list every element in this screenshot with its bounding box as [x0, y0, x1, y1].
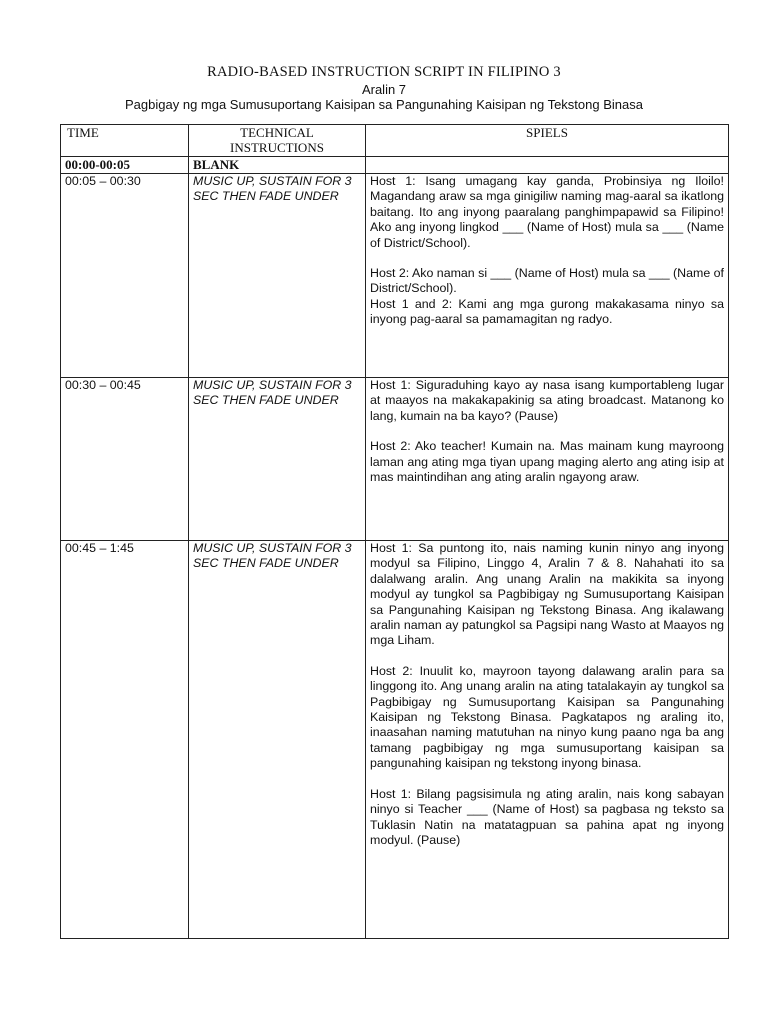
table-row: [61, 378, 729, 541]
table-header-row: [61, 125, 729, 157]
spiel-paragraph: Host 1: Isang umagang kay ganda, Probinsiya ng Iloilo! Magandang araw sa mga ginigiliw naming mag-aaral sa ikatlong baitang. Ito ang inyong paaralang panghimpapawid sa Filipino! Ako ang inyong lingkod ___ (Name of Host) mula sa ___ (Name of District/School).: [370, 174, 724, 250]
document-title: RADIO-BASED INSTRUCTION SCRIPT IN FILIPINO 3: [207, 64, 561, 80]
lesson-subtitle: Pagbigay ng mga Sumusuportang Kaisipan sa Pangunahing Kaisipan ng Tekstong Binasa: [125, 97, 643, 112]
tech-cell: BLANK: [189, 157, 366, 174]
time-cell: 00:30 – 00:45: [61, 378, 189, 541]
column-header-spiels: SPIELS: [366, 125, 729, 157]
time-cell: 00:05 – 00:30: [61, 174, 189, 378]
spiel-paragraph: Host 2: Ako teacher! Kumain na. Mas mainam kung mayroong laman ang ating mga tiyan upang maging alerto ang ating isip at mas maintindihan ang ating aralin ngayong araw.: [370, 439, 724, 485]
spiel-cell: [366, 157, 729, 174]
spiel-paragraph: Host 1: Sa puntong ito, nais naming kunin ninyo ang inyong modyul sa Filipino, Linggo 4, Aralin 7 & 8. Nahahati ito sa dalalwang aralin. Ang unang Aralin na makikita sa inyong modyul ay tungkol sa Pagbibigay ng Sumusuportang Kaisipan sa Pangunahing Kaisipan ng Tekstong Binasa. Ang ikalawang aralin naman ay patungkol sa Pagsipi nang Wasto at Maayos ng mga Liham.: [370, 541, 724, 648]
time-cell: 00:00-00:05: [61, 157, 189, 174]
spiel-cell: [366, 174, 729, 378]
spiel-paragraph: Host 1: Bilang pagsisimula ng ating aralin, nais kong sabayan ninyo si Teacher ___ (Name of Host) sa pagbasa ng teksto sa Tuklasin Natin na matatagpuan sa pahina apat ng inyong modyul. (Pause): [370, 786, 724, 847]
tech-cell: MUSIC UP, SUSTAIN FOR 3 SEC THEN FADE UNDER: [189, 174, 366, 378]
spiel-paragraph: Host 2: Ako naman si ___ (Name of Host) mula sa ___ (Name of District/School).: [370, 266, 724, 296]
table-row: [61, 541, 729, 939]
column-header-time: TIME: [61, 125, 189, 157]
spiel-cell: [366, 378, 729, 541]
spiel-cell: [366, 541, 729, 939]
spiel-paragraph: Host 1 and 2: Kami ang mga gurong makakasama ninyo sa inyong pag-aaral sa pamamagitan ng radyo.: [370, 296, 724, 327]
column-header-technical-instructions: TECHNICAL INSTRUCTIONS: [189, 125, 366, 157]
table-row: [61, 174, 729, 378]
lesson-number: Aralin 7: [361, 82, 407, 97]
time-cell: 00:45 – 1:45: [61, 541, 189, 939]
spiel-paragraph: Host 1: Siguraduhing kayo ay nasa isang kumportableng lugar at maayos na makakapakinig sa ating broadcast. Matanong ko lang, kumain na ba kayo? (Pause): [370, 378, 724, 423]
tech-cell: MUSIC UP, SUSTAIN FOR 3 SEC THEN FADE UNDER: [189, 378, 366, 541]
tech-cell: MUSIC UP, SUSTAIN FOR 3 SEC THEN FADE UNDER: [189, 541, 366, 939]
table-row: [61, 157, 729, 174]
spiel-paragraph: Host 2: Inuulit ko, mayroon tayong dalawang aralin para sa linggong ito. Ang unang aralin na ating tatalakayin ay tungkol sa Pagbibigay ng Sumusuportang Kaisipan sa Pangunahing Kaisipan ng Tekstong Binasa. Pagkatapos ng araling ito, inaasahan naming matutuhan na ninyo kung paano nga ba ang tamang pagbibigay ng mga sumusuportang kaisipan sa pangunahing kaisipan ng tekstong inyong binasa.: [370, 663, 724, 771]
script-table: [60, 124, 729, 939]
